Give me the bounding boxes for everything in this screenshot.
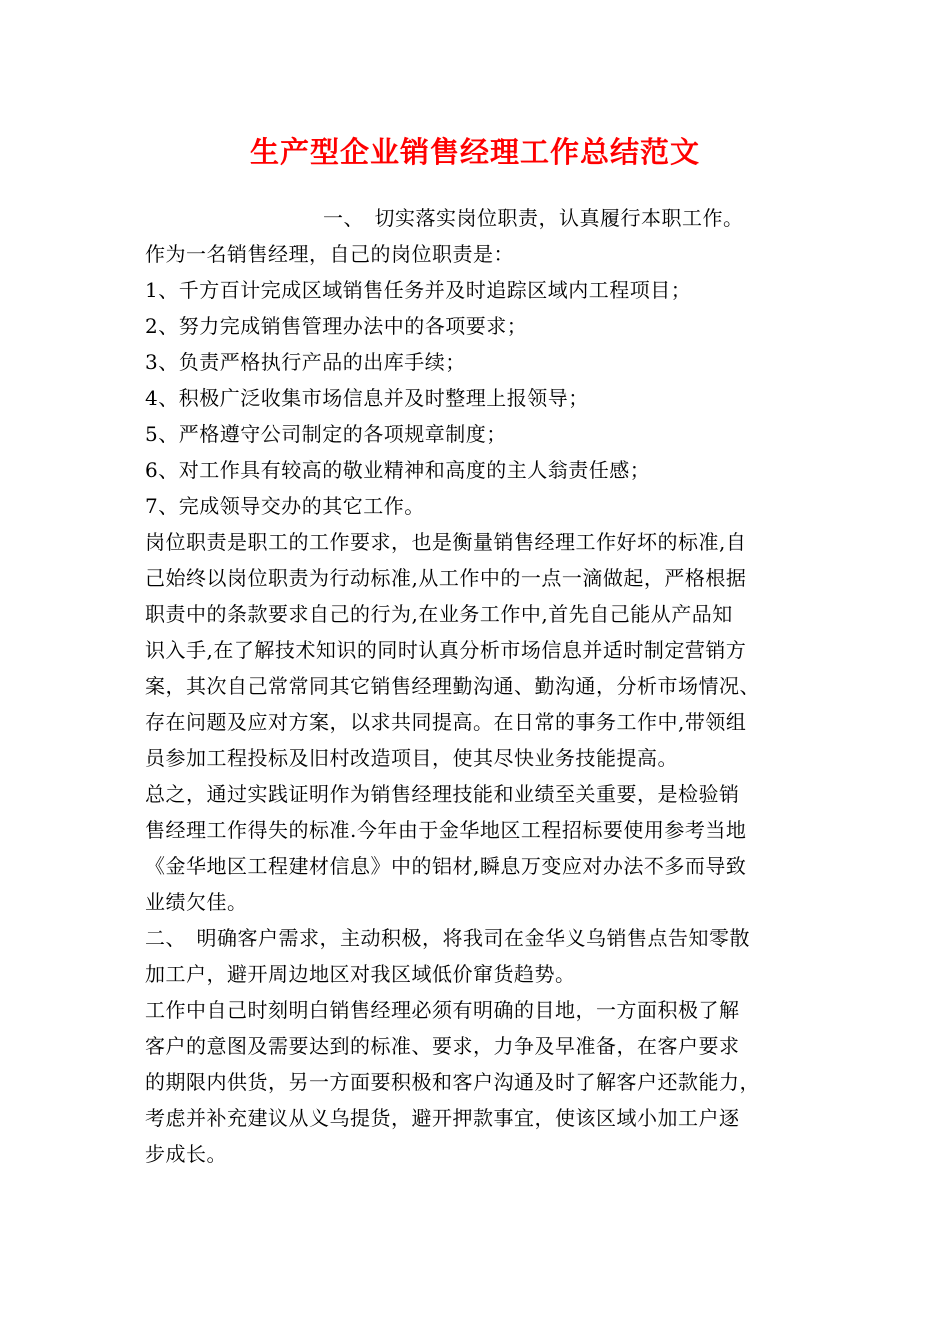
section-heading-2: 二、 明确客户需求，主动积极，将我司在金华义乌销售点告知零散 <box>145 926 750 950</box>
section-heading-1: 一、 切实落实岗位职责，认真履行本职工作。 <box>323 206 744 230</box>
section-heading-2-cont: 加工户，避开周边地区对我区域低价窜货趋势。 <box>145 962 576 986</box>
paragraph-line: 己始终以岗位职责为行动标准,从工作中的一点一滴做起，严格根据 <box>145 566 747 590</box>
paragraph-line: 职责中的条款要求自己的行为,在业务工作中,首先自己能从产品知 <box>145 602 733 626</box>
duty-item-4: 4、积极广泛收集市场信息并及时整理上报领导； <box>145 386 589 410</box>
paragraph-line: 案，其次自己常常同其它销售经理勤沟通、勤沟通，分析市场情况、 <box>145 674 760 698</box>
paragraph-line: 识入手,在了解技术知识的同时认真分析市场信息并适时制定营销方 <box>145 638 747 662</box>
duty-item-2: 2、努力完成销售管理办法中的各项要求； <box>145 314 528 338</box>
paragraph-line: 存在问题及应对方案，以求共同提高。在日常的事务工作中,带领组 <box>145 710 747 734</box>
paragraph-line: 业绩欠佳。 <box>145 890 248 914</box>
document-title: 生产型企业销售经理工作总结范文 <box>249 135 700 169</box>
paragraph-line: 总之，通过实践证明作为销售经理技能和业绩至关重要，是检验销 <box>145 782 740 806</box>
paragraph-line: 作为一名销售经理，自己的岗位职责是： <box>145 242 514 266</box>
paragraph-line: 《金华地区工程建材信息》中的铝材,瞬息万变应对办法不多而导致 <box>145 854 747 878</box>
duty-item-5: 5、严格遵守公司制定的各项规章制度； <box>145 422 507 446</box>
paragraph-line: 售经理工作得失的标准.今年由于金华地区工程招标要使用参考当地 <box>145 818 747 842</box>
duty-item-6: 6、对工作具有较高的敬业精神和高度的主人翁责任感； <box>145 458 651 482</box>
paragraph-line: 工作中自己时刻明白销售经理必须有明确的目地，一方面积极了解 <box>145 998 740 1022</box>
duty-item-3: 3、负责严格执行产品的出库手续； <box>145 350 466 374</box>
paragraph-line: 的期限内供货，另一方面要积极和客户沟通及时了解客户还款能力， <box>145 1070 760 1094</box>
duty-item-1: 1、千方百计完成区域销售任务并及时追踪区域内工程项目； <box>145 278 692 302</box>
paragraph-line: 员参加工程投标及旧村改造项目，使其尽快业务技能提高。 <box>145 746 678 770</box>
document-body <box>145 200 810 1172</box>
paragraph-line: 步成长。 <box>145 1142 227 1166</box>
paragraph-line: 客户的意图及需要达到的标准、要求，力争及早准备，在客户要求 <box>145 1034 740 1058</box>
duty-item-7: 7、完成领导交办的其它工作。 <box>145 494 425 518</box>
paragraph-line: 岗位职责是职工的工作要求，也是衡量销售经理工作好坏的标准,自 <box>145 530 747 554</box>
paragraph-line: 考虑并补充建议从义乌提货，避开押款事宜，使该区域小加工户逐 <box>145 1106 740 1130</box>
